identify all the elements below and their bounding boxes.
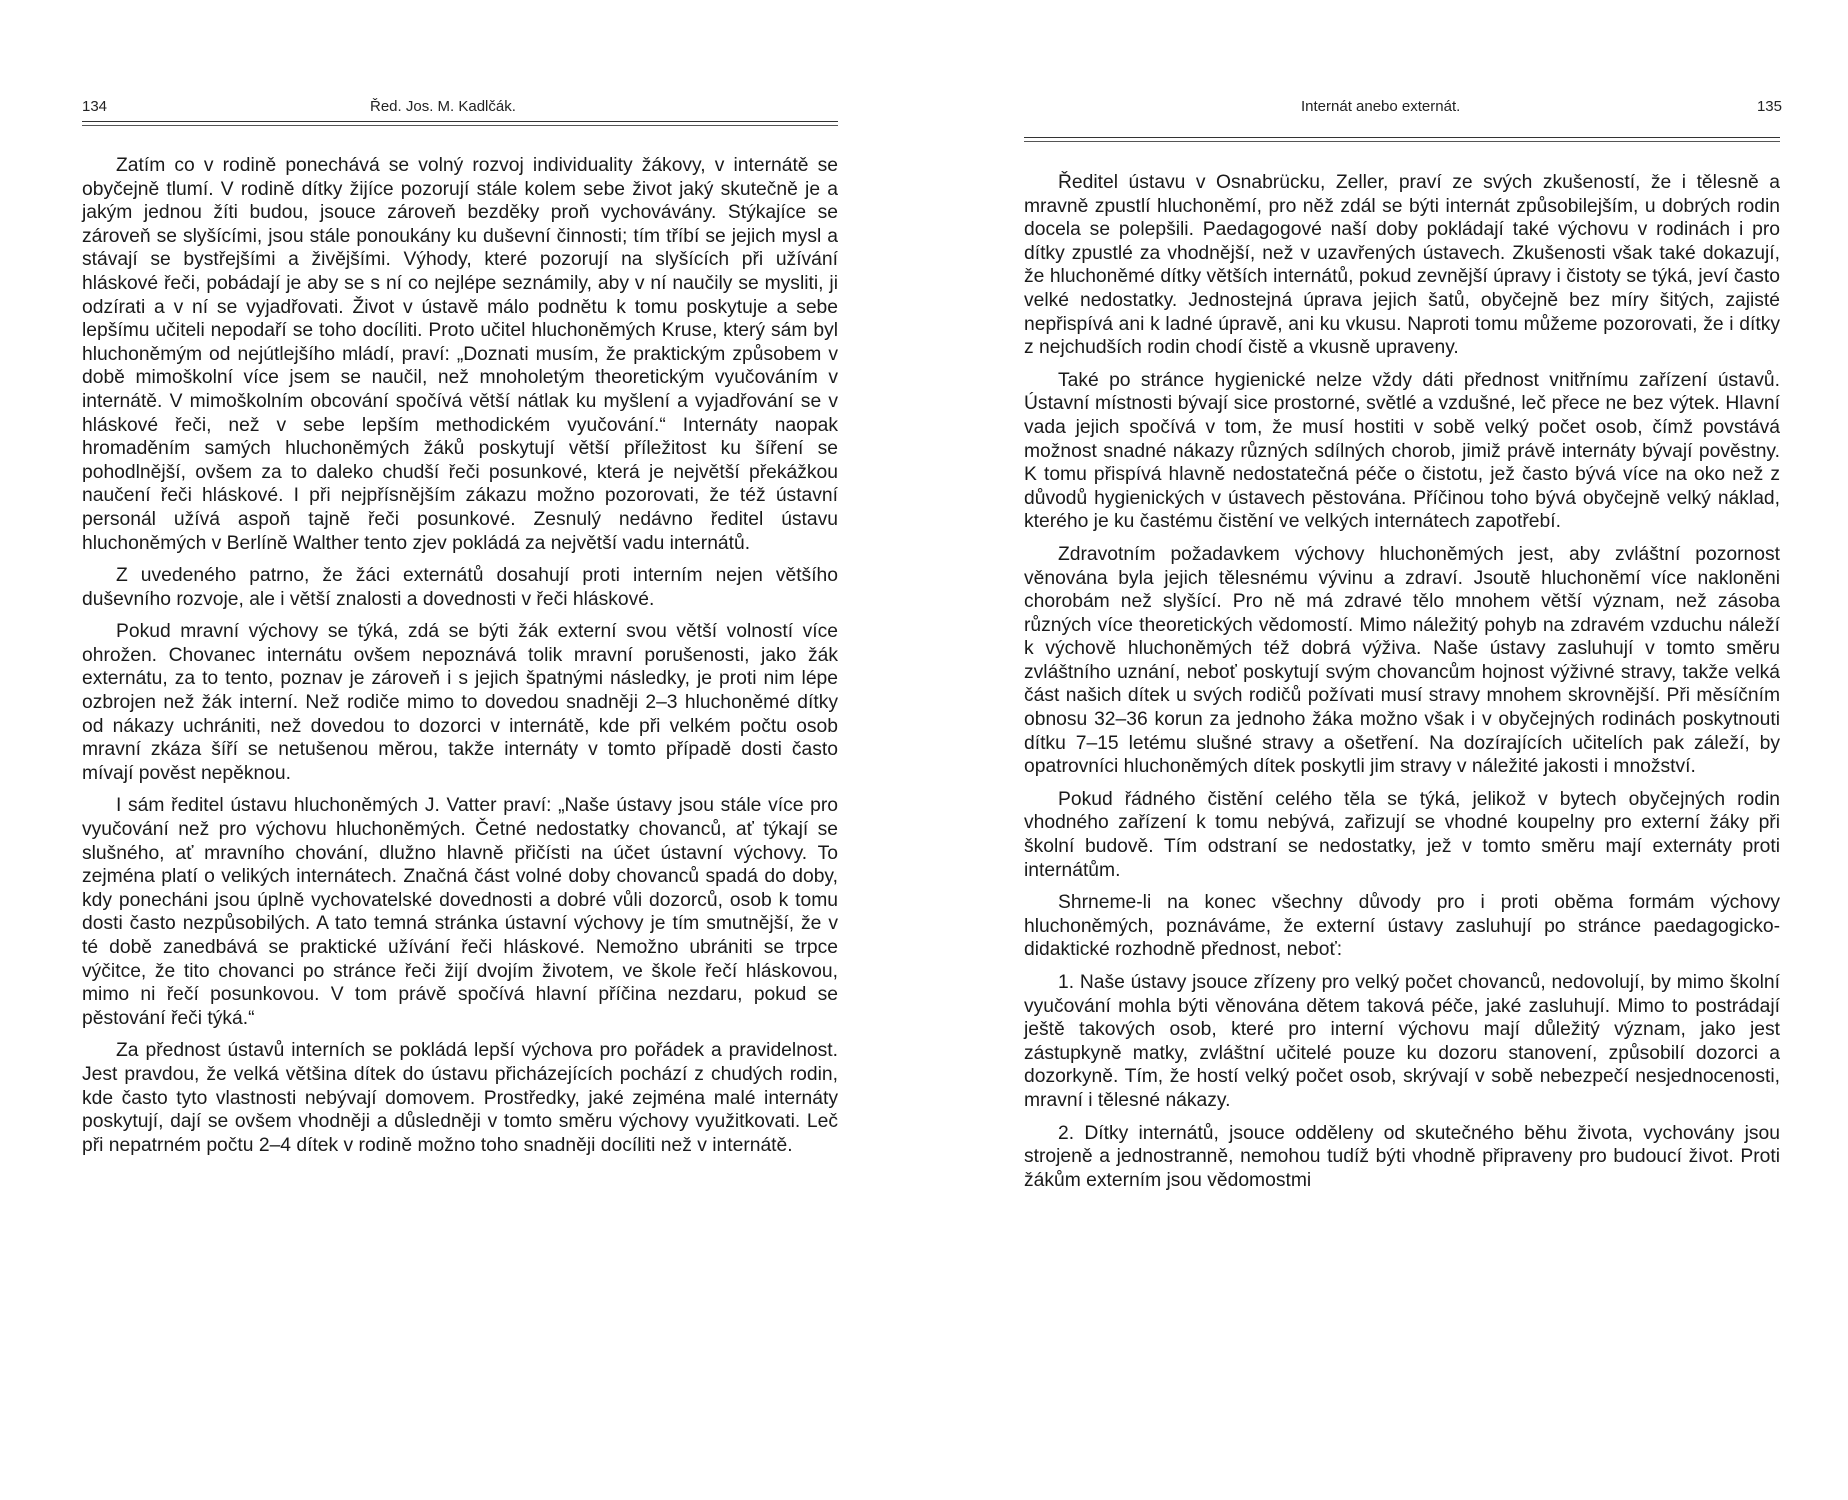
left-header-rule-bottom [82,125,838,126]
paragraph: 2. Dítky internátů, jsouce odděleny od skutečného běhu života, vychovány jsou strojeně a jednostranně, nemohou tudíž býti vhodně připraveny pro budoucí život. Proti žákům externím jsou vědomostmi [1024,1122,1780,1191]
paragraph: Shrneme-li na konec všechny důvody pro i proti oběma formám výchovy hluchoněmých, poznáváme, že externí ústavy zasluhují po stránce paedagogicko-didaktické rozhodně přednost, neboť: [1024,892,1780,961]
paragraph: 1. Naše ústavy jsouce zřízeny pro velký počet chovanců, nedovolují, by mimo školní vyučování mohla býti věnována dětem taková péče, jaké zasluhují. Mimo to postrádají ještě takových osob, které pro interní výchovu mají důležitý význam, jako jest zástupkyně matky, zvláštní učitelé pouze ku dozoru stanovení, způsobilí dozorci a dozorkyně. Tím, že hostí velký počet osob, skrývají v sobě nebezpečí nesjednocenosti, mravní i tělesné nákazy. [1024,972,1780,1111]
left-page-body [82,154,838,1166]
right-running-head: Internát anebo externát. [1301,98,1461,115]
paragraph: Také po stránce hygienické nelze vždy dáti přednost vnitřnímu zařízení ústavů. Ústavní místnosti bývají sice prostorné, světlé a vzdušné, leč přece ne bez výtek. Hlavní vada jejich spočívá v tom, že musí hostiti v sobě velký počet osob, čímž povstává možnost snadné nákazy různých sdílných chorob, jimiž právě internáty bývají pověstny. K tomu přispívá hlavně nedostatečná péče o čistotu, jež často bývá více na oko než z důvodů hygienických v ústavech pěstována. Příčinou toho bývá obyčejně velký náklad, kterého je ku častému čistění ve velkých internátech zapotřebí. [1024,369,1780,533]
paragraph: Zdravotním požadavkem výchovy hluchoněmých jest, aby zvláštní pozornost věnována byla jejich tělesnému vývinu a zdraví. Jsoutě hluchoněmí více nakloněni chorobám než slyšící. Pro ně má zdravé tělo mnohem větší význam, než zásoba různých více theoretických vědomostí. Mimo náležitý pohyb na zdravém vzduchu náleží k výchově hluchoněmých též dobrá výživa. Naše ústavy zasluhují v tomto směru zvláštního uznání, neboť poskytují svým chovancům hojnost výživné stravy, takže velká část našich dítek u svých rodičů požívati musí stravy mnohem skrovnější. Při měsíčním obnosu 32–36 korun za jednoho žáka možno však i v obyčejných rodinách poskytnouti dítku 7–15 letému slušné stravy a ošetření. Na dozírajících učitelích pak záleží, by opatrovníci hluchoněmých dítek poskytli jim stravy v náležité jakosti i množství. [1024,543,1780,778]
left-page-header [82,98,840,118]
left-page-number: 134 [82,98,108,115]
right-page [924,0,1848,1500]
paragraph: Z uvedeného patrno, že žáci externátů dosahují proti interním nejen většího duševního rozvoje, ale i větší znalosti a dovednosti v řeči hláskové. [82,565,838,610]
paragraph: Pokud mravní výchovy se týká, zdá se býti žák externí svou větší volností více ohrožen. Chovanec internátu ovšem nepoznává tolik mravní porušenosti, jako žák externátu, za to tento, poznav je zároveň i s jejich špatnými následky, je proti nim lépe ozbrojen než žák interní. Než rodiče mimo to dovedou snadněji 2–3 hluchoněmé dítky od nákazy uchrániti, než dovedou to dozorci v internátě, kde při velkém počtu osob mravní zkáza šíří se netušenou měrou, takže internáty v tomto případě dosti často mívají pověst nepěknou. [82,621,838,784]
paragraph: Zatím co v rodině ponechává se volný rozvoj individuality žákovy, v internátě se obyčejně tlumí. V rodině dítky žijíce pozorují stále kolem sebe život jaký skutečně je a jakým jednou žíti budou, jsouce zároveň bezděky proň vychovávány. Stýkajíce se zároveň se slyšícími, jsou stále ponoukány ku duševní činnosti; tím tříbí se jejich mysl a stávají se bystřejšími a živějšími. Výhody, které pozorují na slyšících při užívání hláskové řeči, pobádají je aby se s ní co nejlépe seznámily, aby v ní naučily se mysliti, ji odzírati a v ní se vyjadřovati. Život v ústavě málo podnětu k tomu poskytuje a sebe lepšímu učiteli nepodaří se toho docíliti. Proto učitel hluchoněmých Kruse, který sám byl hluchoněmým od nejútlejšího mládí, praví: „Doznati musím, že praktickým způsobem v době mimoškolní více jsem se naučil, než mnoholetým theoretickým vyučováním v internátě. V mimoškolním obcování spočívá větší nátlak ku myšlení a vyjadřování se v hláskové řeči, než v sebe lepším methodickém vyučování.“ Internáty naopak hromaděním samých hluchoněmých žáků poskytují větší příležitost ku šíření se pohodlnější, ovšem za to daleko chudší řeči posunkové, která je největší překážkou naučení řeči hláskové. I při nejpřísnějším zákazu možno pozorovati, že též ústavní personál užívá aspoň tajně řeči posunkové. Zesnulý nedávno ředitel ústavu hluchoněmých v Berlíně Walther tento zjev pokládá za největší vadu internátů. [82,155,838,554]
right-header-rule-bottom [1024,141,1780,142]
right-page-body [1024,171,1780,1201]
right-header-rule-top [1024,137,1780,138]
right-page-header [1024,98,1782,118]
paragraph: Pokud řádného čistění celého těla se týká, jelikož v bytech obyčejných rodin vhodného zařízení k tomu nebývá, zařizují se vhodné koupelny pro externí žáky při školní budově. Tím odstraní se nedostatky, jež v tomto směru mají externáty proti internátům. [1024,788,1780,881]
paragraph: Ředitel ústavu v Osnabrücku, Zeller, praví ze svých zkušeností, že i tělesně a mravně zpustlí hluchoněmí, pro něž zdál se býti internát způsobilejším, u dobrých rodin docela se polepšili. Paedagogové naší doby pokládají také výchovu v rodinách i pro dítky zpustlé za vhodnější, než v uzavřených ústavech. Zkušenosti však také dokazují, že hluchoněmé dítky větších internátů, pokud zevnější úpravy i čistoty se týká, jeví často velké nedostatky. Jednostejná úprava jejich šatů, obyčejně bez míry šitých, zajisté nepřispívá ani k ladné úpravě, ani ku vkusu. Naproti tomu můžeme pozorovati, že i dítky z nejchudších rodin chodí čistě a vkusně upraveny. [1024,172,1780,359]
right-page-number: 135 [1756,98,1782,115]
left-running-head: Řed. Jos. M. Kadlčák. [370,98,516,115]
left-header-rule-top [82,121,838,122]
paragraph: I sám ředitel ústavu hluchoněmých J. Vatter praví: „Naše ústavy jsou stále více pro vyučování než pro výchovu hluchoněmých. Četné nedostatky chovanců, ať týkají se slušného, ať mravního chování, dlužno hlavně přičísti na účet ústavní výchovy. To zejména platí o velikých internátech. Značná část volné doby chovanců spadá do doby, kdy ponecháni jsou úplně vychovatelské dovednosti a dobré vůli dozorců, osob k tomu dosti často nezpůsobilých. A tato temná stránka ústavní výchovy je tím smutnější, že v té době zanedbává se praktické užívání řeči hláskové. Nemožno ubrániti se trpce výčitce, že tito chovanci po stránce řeči žijí dvojím životem, ve škole řečí hláskovou, mimo ni řečí posunkovou. V tom právě spočívá hlavní příčina nezdaru, pokud se pěstování řeči týká.“ [82,795,838,1029]
paragraph: Za přednost ústavů interních se pokládá lepší výchova pro pořádek a pravidelnost. Jest pravdou, že velká většina dítek do ústavu přicházejících pochází z chudých rodin, kde často tyto vlastnosti nebývají domovem. Prostředky, jaké zejména malé internáty poskytují, dají se ovšem vhodněji a důsledněji v tomto směru výchovy využitkovati. Leč při nepatrném počtu 2–4 dítek v rodině možno toho snadněji docíliti než v internátě. [82,1040,838,1156]
